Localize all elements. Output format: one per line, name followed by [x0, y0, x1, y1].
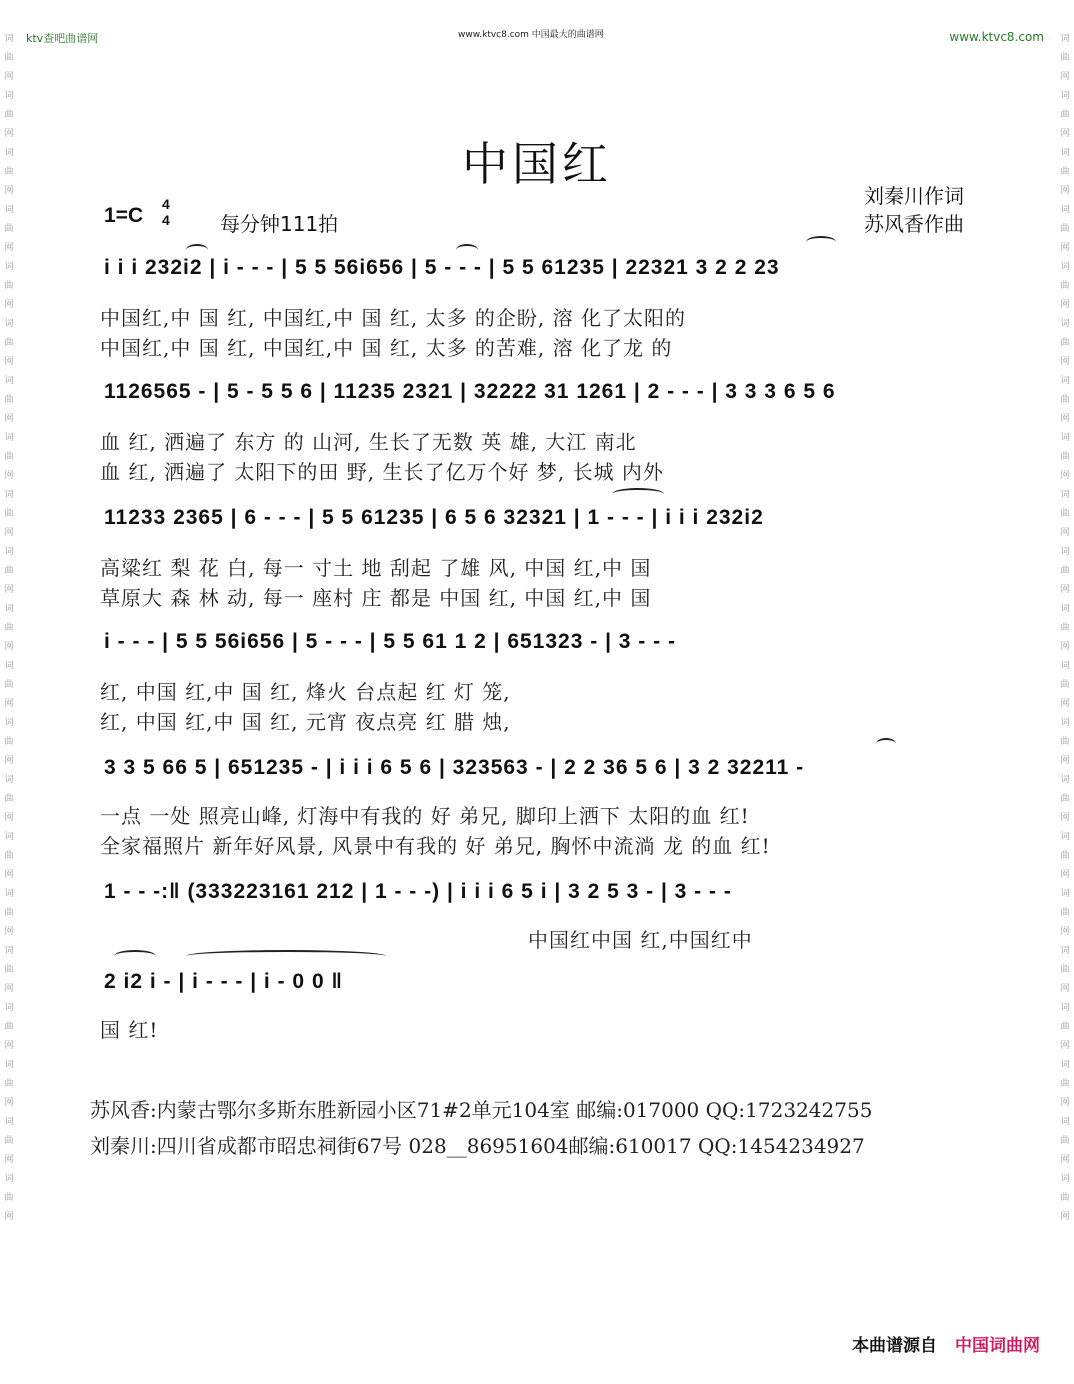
- lyrics-line-1-verse-2: 中国红,中 国 红, 中国红,中 国 红, 太多 的苦难, 溶 化了龙 的: [100, 336, 673, 360]
- site-url-right[interactable]: www.ktvc8.com: [949, 30, 1044, 44]
- tempo-marking: 每分钟111拍: [220, 212, 339, 236]
- score-notes-line-3: 11233 2365 | 6 - - - | 5 5 61235 | 6 5 6 32321 | 1 - - - | i i i 232i2: [104, 506, 764, 529]
- lyricist-credit: 刘秦川作词: [864, 184, 964, 208]
- lyrics-line-4-verse-1: 红, 中国 红,中 国 红, 烽火 台点起 红 灯 笼,: [100, 680, 511, 704]
- lyrics-line-2-verse-1: 血 红, 洒遍了 东方 的 山河, 生长了无数 英 雄, 大江 南北: [100, 430, 637, 454]
- slur-mark: [186, 244, 208, 256]
- side-watermark-left: 词曲网词曲网词曲网词曲网词曲网词曲网词曲网词曲网词曲网词曲网词曲网词曲网词曲网词曲网词曲网词曲网词曲网词曲网词曲网词曲网词曲网: [4, 34, 14, 1222]
- source-brand-link[interactable]: 中国词曲网: [955, 1336, 1040, 1356]
- score-notes-line-1: i i i 232i2 | i - - - | 5 5 56i656 | 5 - - - | 5 5 61235 | 22321 3 2 2 23: [104, 256, 780, 279]
- time-signature-top: 4: [162, 196, 170, 212]
- song-title: 中国红: [462, 137, 612, 191]
- slur-mark: [612, 488, 664, 500]
- slur-mark: [456, 244, 478, 256]
- source-footer: [852, 1331, 1040, 1356]
- lyrics-line-7-ending: 国 红!: [100, 1018, 159, 1042]
- lyrics-line-2-verse-2: 血 红, 洒遍了 太阳下的田 野, 生长了亿万个好 梦, 长城 内外: [100, 460, 664, 484]
- site-logo-left[interactable]: ktv查吧曲谱网: [26, 32, 99, 45]
- key-signature: 1=C: [104, 204, 144, 227]
- slur-mark: [806, 236, 836, 248]
- score-notes-line-2: 1126565 - | 5 - 5 5 6 | 11235 2321 | 32222 31 1261 | 2 - - - | 3 3 3 6 5 6: [104, 380, 836, 403]
- contact-lyricist: 刘秦川:四川省成都市昭忠祠街67号 028__86951604邮编:610017 QQ:1454234927: [90, 1134, 865, 1158]
- lyrics-line-6-coda: 中国红中国 红,中国红中: [528, 928, 753, 952]
- lyrics-line-3-verse-1: 高粱红 梨 花 白, 每一 寸土 地 刮起 了雄 风, 中国 红,中 国: [100, 556, 652, 580]
- score-notes-line-5: 3 3 5 66 5 | 651235 - | i i i 6 5 6 | 323563 - | 2 2 36 5 6 | 3 2 32211 -: [104, 756, 805, 779]
- slur-mark: [186, 950, 386, 962]
- lyrics-line-4-verse-2: 红, 中国 红,中 国 红, 元宵 夜点亮 红 腊 烛,: [100, 710, 511, 734]
- score-notes-line-6: 1 - - -:‖ (333223161 212 | 1 - - -) | i i i 6 5 i | 3 2 5 3 - | 3 - - -: [104, 880, 732, 903]
- slur-mark: [114, 950, 156, 962]
- score-notes-line-4: i - - - | 5 5 56i656 | 5 - - - | 5 5 61 1 2 | 651323 - | 3 - - -: [104, 630, 676, 653]
- contact-composer: 苏风香:内蒙古鄂尔多斯东胜新园小区71#2单元104室 邮编:017000 QQ:1723242755: [90, 1098, 873, 1122]
- lyrics-line-5-verse-1: 一点 一处 照亮山峰, 灯海中有我的 好 弟兄, 脚印上洒下 太阳的血 红!: [100, 804, 750, 828]
- slur-mark: [876, 738, 896, 750]
- lyrics-line-1-verse-1: 中国红,中 国 红, 中国红,中 国 红, 太多 的企盼, 溶 化了太阳的: [100, 306, 687, 330]
- side-watermark-right: 词曲网词曲网词曲网词曲网词曲网词曲网词曲网词曲网词曲网词曲网词曲网词曲网词曲网词曲网词曲网词曲网词曲网词曲网词曲网词曲网词曲网: [1060, 34, 1070, 1222]
- time-signature: [162, 196, 170, 228]
- composer-credit: 苏风香作曲: [864, 212, 964, 236]
- score-notes-line-7: 2 i2 i - | i - - - | i - 0 0 ‖: [104, 970, 343, 993]
- lyrics-line-5-verse-2: 全家福照片 新年好风景, 风景中有我的 好 弟兄, 胸怀中流淌 龙 的血 红!: [100, 834, 771, 858]
- source-label: 本曲谱源自: [852, 1336, 937, 1356]
- lyrics-line-3-verse-2: 草原大 森 林 动, 每一 座村 庄 都是 中国 红, 中国 红,中 国: [100, 586, 652, 610]
- time-signature-bottom: 4: [162, 212, 170, 228]
- site-banner-center[interactable]: www.ktvc8.com 中国最大的曲谱网: [458, 30, 604, 40]
